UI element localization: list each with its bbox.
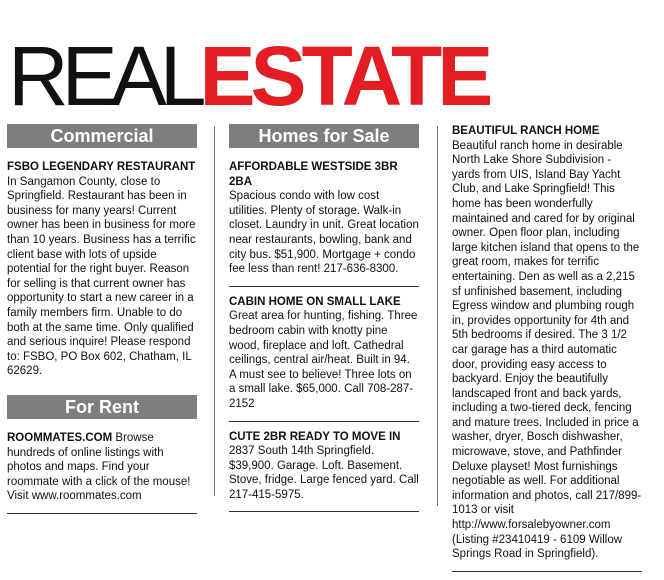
- listing-divider: [229, 421, 419, 422]
- column-separator: [437, 126, 438, 506]
- column-separator: [214, 126, 215, 496]
- masthead-real: REAL: [8, 29, 200, 123]
- section-masthead: [8, 29, 489, 123]
- listing-body: Spacious condo with low cost utilities. Plenty of storage. Walk-in closet. Laundry in unit. Great location near restaurants, bowling, bank and city bus. $51,900. Mortgage + condo fee less than rent! 217-636-8300.: [229, 190, 419, 276]
- listing-divider: [229, 286, 419, 287]
- listing-body: 2837 South 14th Springfield. $39,900. Garage. Loft. Basement. Stove, fridge. Large fenced yard. Call 217-415-5975.: [229, 445, 419, 501]
- listing-headline: FSBO LEGENDARY RESTAURANT: [7, 161, 196, 173]
- listing-headline: AFFORDABLE WESTSIDE 3BR 2BA: [229, 161, 398, 188]
- listing-roommates: [7, 431, 197, 510]
- listing-body: Browse hundreds of online listings with photos and maps. Find your roommate with a click of the mouse! Visit www.roommates.com: [7, 431, 191, 503]
- listing-headline: CABIN HOME ON SMALL LAKE: [229, 295, 401, 308]
- category-header-for-rent: For Rent: [7, 395, 197, 419]
- listing-headline: CUTE 2BR READY TO MOVE IN: [229, 430, 401, 443]
- listing-body: Beautiful ranch home in desirable North Lake Shore Subdivision - yards from UIS, Island Bay Yacht Club, and Lake Springfield! This home has been wonderfully maintained and cared for by original owner. Open floor plan, including large kitchen island that opens to the great room, makes for terrific entertaining. Den as well as a 2,215 sf unfinished basement, including Egress window and plumbing rough in, provides opportunity for 4th and 5th bedrooms if desired. The 3 1/2 car garage has a third automatic door, providing easy access to backyard. Enjoy the beautifully landscaped front and back yards, including a two-tiered deck, fencing and mature trees. Included in price a washer, dryer, Bosch dishwasher, microwave, stove, and Pathfinder Deluxe playset! Most furnishings negotiable as well. For additional information and photos, call 217/899-1013 or visit http://www.forsalebyowner.com (Listing #23410419 - 6109 Willow Springs Road in Springfield).: [452, 139, 642, 561]
- listing-fsbo-restaurant: [7, 160, 197, 385]
- listing-ranch-home: [452, 124, 642, 568]
- listing-divider: [229, 511, 419, 512]
- listing-cute-2br: [229, 430, 419, 509]
- listing-divider: [452, 571, 642, 572]
- column-3: [452, 124, 642, 580]
- category-header-homes-for-sale: Homes for Sale: [229, 124, 419, 148]
- masthead-estate: ESTATE: [199, 29, 489, 123]
- listing-westside-condo: [229, 160, 419, 283]
- listing-divider: [7, 513, 197, 514]
- listing-body: Great area for hunting, fishing. Three bedroom cabin with knotty pine wood, fireplace and loft. Cathedral ceilings, central air/heat. Built in 94. A must see to believe! Three lots on a small lake. $65,000. Call 708-287-2152: [229, 310, 418, 410]
- column-1: [7, 124, 197, 522]
- listing-headline: BEAUTIFUL RANCH HOME: [452, 125, 600, 137]
- listing-headline: ROOMMATES.COM: [7, 431, 113, 444]
- listing-body: In Sangamon County, close to Springfield. Restaurant has been in business for many years! Current owner has been in business for more than 10 years. Business has a terrific client base with lots of upside potential for the right buyer. Reason for selling is that current owner has opportunity to start a new career in a family members firm. Unable to do both at the same time. Only qualified and serious inquire! Please respond to: FSBO, PO Box 602, Chatham, IL 62629.: [7, 175, 196, 378]
- column-2: [229, 124, 419, 520]
- category-header-commercial: Commercial: [7, 124, 197, 148]
- listing-cabin-home: [229, 295, 419, 418]
